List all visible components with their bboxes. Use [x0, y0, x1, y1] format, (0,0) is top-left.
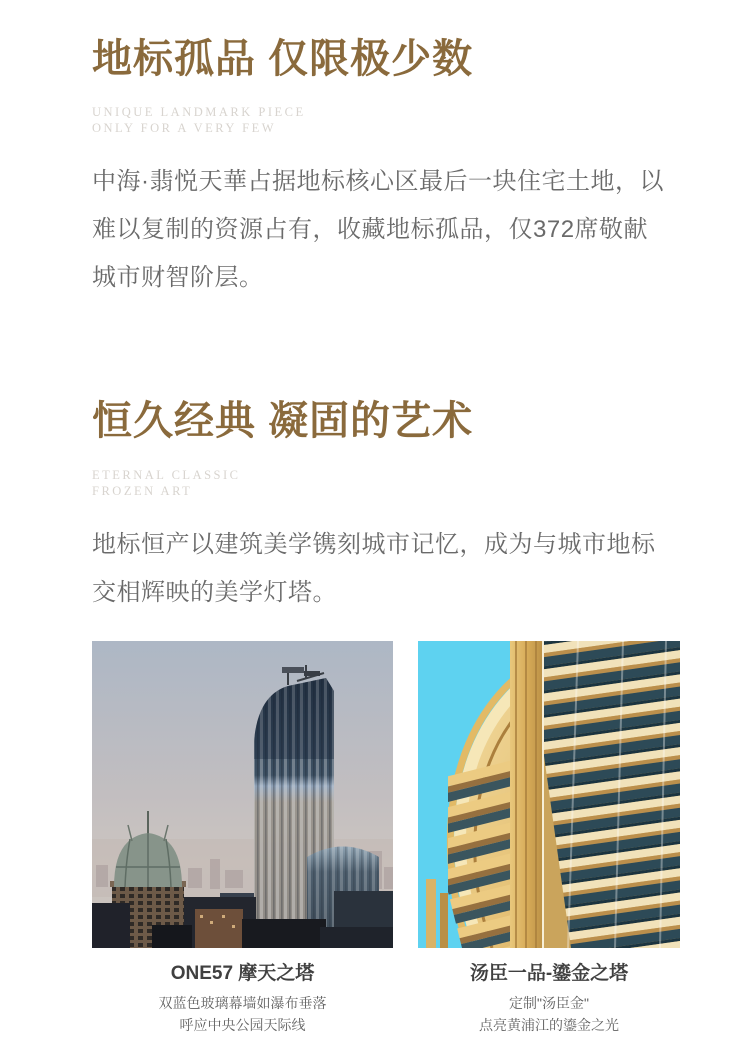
section1-english-line2: ONLY FOR A VERY FEW	[92, 121, 276, 136]
figure-row	[0, 641, 740, 1036]
section2-paragraph: 地标恒产以建筑美学镌刻城市记忆，成为与城市地标交相辉映的美学灯塔。	[92, 530, 656, 606]
section-landmark	[0, 0, 740, 302]
section1-english-line1: UNIQUE LANDMARK PIECE	[92, 105, 306, 120]
section2-english-line2: FROZEN ART	[92, 483, 193, 498]
tomson-caption-title: 汤臣一品-鎏金之塔	[469, 962, 629, 984]
tomson-caption-line2: 点亮黄浦江的鎏金之光	[479, 1016, 619, 1033]
tomson-caption	[418, 962, 680, 1036]
tomson-photo	[418, 641, 680, 948]
section2-english-subtitle	[92, 467, 682, 499]
tomson-caption-line1: 定制"汤臣金"	[509, 994, 589, 1011]
one57-caption-line1: 双蓝色玻璃幕墙如瀑布垂落	[158, 994, 327, 1011]
tomson-photo-illustration	[418, 641, 680, 948]
one57-caption-line2: 呼应中央公园天际线	[179, 1016, 306, 1033]
section1-paragraph: 中海·翡悦天華占据地标核心区最后一块住宅土地，以难以复制的资源占有，收藏地标孤品，仅372席敬献城市财智阶层。	[92, 168, 664, 292]
figure-one57	[92, 641, 393, 1036]
one57-photo	[92, 641, 393, 948]
section2-title: 恒久经典 凝固的艺术	[92, 399, 474, 444]
figure-tomson	[418, 641, 680, 1036]
section1-title: 地标孤品 仅限极少数	[92, 37, 474, 81]
one57-caption	[92, 962, 393, 1036]
one57-caption-title: ONE57 摩天之塔	[170, 962, 315, 984]
section1-english-subtitle	[92, 104, 682, 136]
section-classic	[0, 326, 740, 616]
section2-english-line1: ETERNAL CLASSIC	[92, 467, 241, 482]
one57-photo-illustration	[92, 641, 393, 948]
